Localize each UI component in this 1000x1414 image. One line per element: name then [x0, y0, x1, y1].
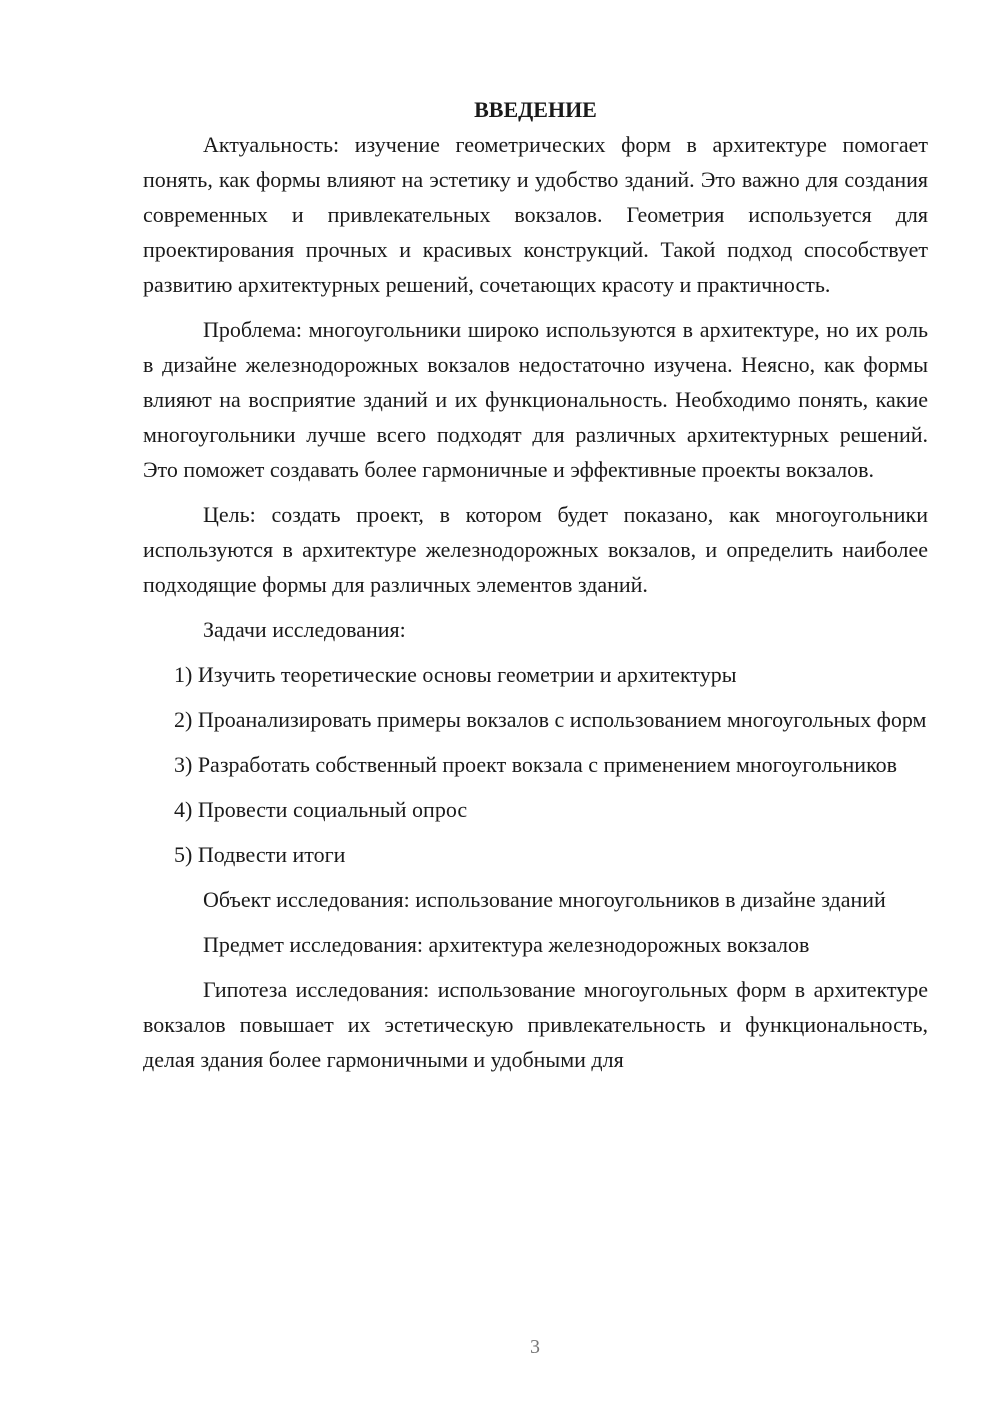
problem-paragraph: Проблема: многоугольники широко используются в архитектуре, но их роль в дизайне железнодорожных вокзалов недостаточно изучена. Неясно, как формы влияют на восприятие зданий и их функциональность. Необходимо понять, какие многоугольники лучше всего подходят для различных архитектурных решений. Это поможет создавать более гармоничные и эффективные проекты вокзалов. — [143, 317, 928, 482]
hypothesis-paragraph: Гипотеза исследования: использование многоугольных форм в архитектуре вокзалов повышает их эстетическую привлекательность и функциональность, делая здания более гармоничными и удобными для — [143, 977, 928, 1072]
page-number: 3 — [530, 1336, 540, 1358]
tasks-list — [143, 657, 928, 872]
list-item: 4) Провести социальный опрос — [174, 797, 468, 822]
list-item: 1) Изучить теоретические основы геометрии и архитектуры — [174, 662, 737, 687]
object-paragraph: Объект исследования: использование многоугольников в дизайне зданий — [203, 887, 886, 912]
subject-paragraph: Предмет исследования: архитектура железнодорожных вокзалов — [203, 932, 810, 957]
list-item: 3) Разработать собственный проект вокзала с применением многоугольников — [174, 752, 898, 777]
goal-paragraph: Цель: создать проект, в котором будет показано, как многоугольники используются в архитектуре железнодорожных вокзалов, и определить наиболее подходящие формы для различных элементов зданий. — [143, 502, 928, 597]
relevance-paragraph: Актуальность: изучение геометрических форм в архитектуре помогает понять, как формы влияют на эстетику и удобство зданий. Это важно для создания современных и привлекательных вокзалов. Геометрия используется для проектирования прочных и красивых конструкций. Такой подход способствует развитию архитектурных решений, сочетающих красоту и практичность. — [143, 132, 928, 297]
list-item: 2) Проанализировать примеры вокзалов с использованием многоугольных форм — [174, 707, 927, 732]
tasks-heading: Задачи исследования: — [203, 617, 406, 642]
document-page — [143, 92, 928, 1077]
document-title: ВВЕДЕНИЕ — [474, 97, 597, 122]
list-item: 5) Подвести итоги — [174, 842, 346, 867]
